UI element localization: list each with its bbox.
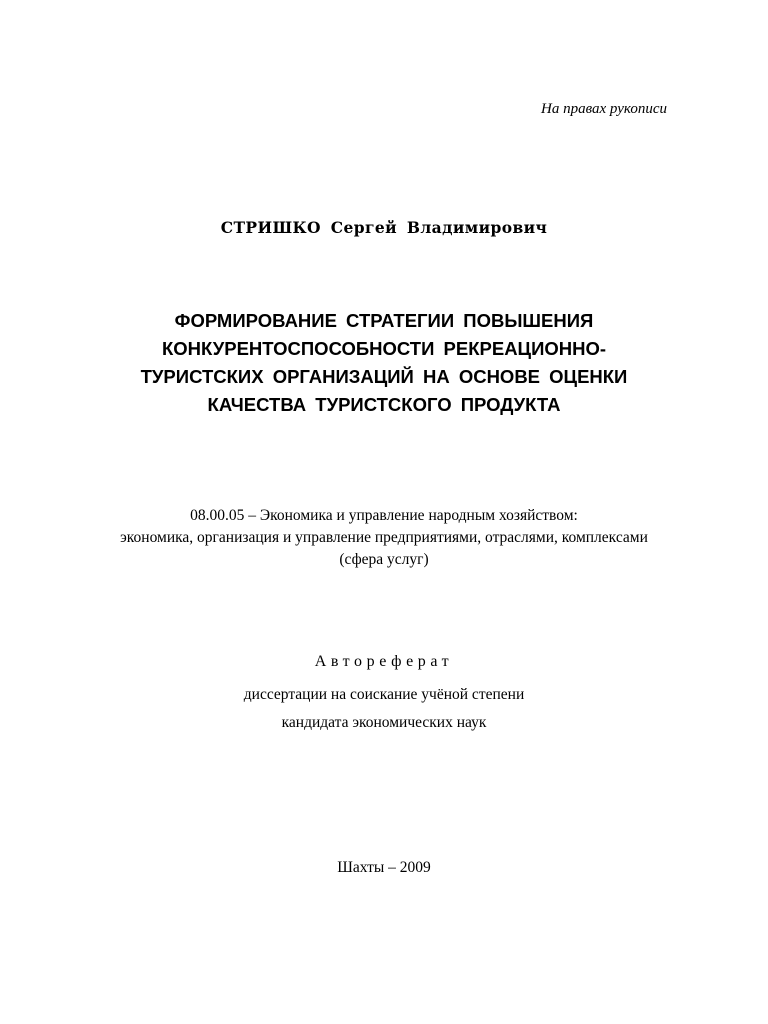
specialty-block xyxy=(0,505,768,571)
title-line: ТУРИСТСКИХ ОРГАНИЗАЦИЙ НА ОСНОВЕ ОЦЕНКИ xyxy=(140,366,628,387)
specialty-line: 08.00.05 – Экономика и управление народным хозяйством: xyxy=(190,507,578,524)
title-line: КОНКУРЕНТОСПОСОБНОСТИ РЕКРЕАЦИОННО- xyxy=(161,338,607,359)
specialty-line: (сфера услуг) xyxy=(339,551,429,568)
dissertation-title xyxy=(0,307,768,419)
title-line: КАЧЕСТВА ТУРИСТСКОГО ПРОДУКТА xyxy=(207,394,561,415)
specialty-line: экономика, организация и управление предприятиями, отраслями, комплексами xyxy=(120,529,648,546)
abstract-label: Автореферат xyxy=(314,653,454,670)
author-name: СТРИШКО Сергей Владимирович xyxy=(220,218,548,237)
title-line: ФОРМИРОВАНИЕ СТРАТЕГИИ ПОВЫШЕНИЯ xyxy=(174,310,594,331)
manuscript-note: На правах рукописи xyxy=(541,101,667,117)
degree-line: диссертации на соискание учёной степени xyxy=(243,686,525,703)
degree-block xyxy=(0,681,768,737)
degree-line: кандидата экономических наук xyxy=(281,714,487,731)
place-year: Шахты – 2009 xyxy=(337,859,431,876)
